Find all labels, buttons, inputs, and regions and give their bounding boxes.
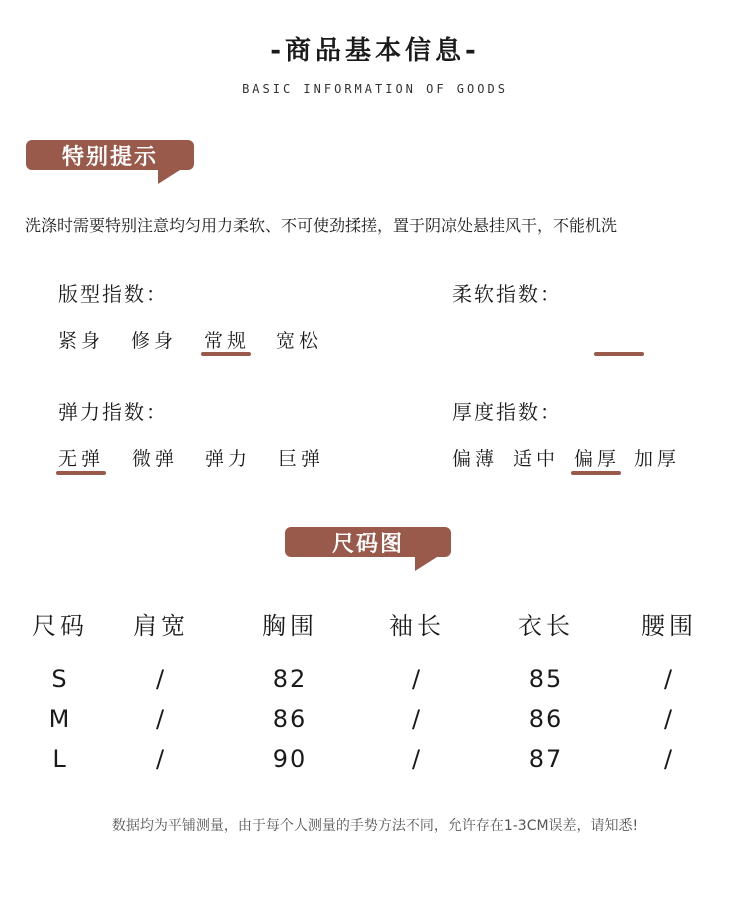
- thickness-index-label: 厚度指数：: [452, 400, 562, 424]
- sleeve-col-header: 袖长: [389, 612, 445, 640]
- table-cell: /: [155, 745, 167, 773]
- table-cell: /: [411, 705, 423, 733]
- table-cell: /: [155, 705, 167, 733]
- table-cell: 85: [528, 665, 564, 693]
- size-chart-banner-label: 尺码图: [285, 527, 451, 557]
- thickness-selected-underline: [571, 471, 621, 475]
- table-row: M: [48, 705, 72, 733]
- elasticity-option-slight: 微弹: [132, 448, 179, 470]
- table-row: L: [52, 745, 68, 773]
- table-cell: /: [663, 705, 675, 733]
- elasticity-option-elastic: 弹力: [205, 448, 252, 470]
- elasticity-option-high: 巨弹: [278, 448, 325, 470]
- size-chart-banner: [285, 527, 451, 557]
- elasticity-selected-underline: [56, 471, 106, 475]
- table-cell: 86: [272, 705, 308, 733]
- special-notice-banner-label: 特别提示: [26, 140, 194, 170]
- special-notice-banner: [26, 140, 194, 170]
- banner-tail: [415, 557, 437, 571]
- softness-index-label: 柔软指数：: [452, 282, 562, 306]
- table-cell: 86: [528, 705, 564, 733]
- page-title: -商品基本信息-: [270, 36, 480, 66]
- table-cell: /: [663, 745, 675, 773]
- waist-col-header: 腰围: [641, 612, 697, 640]
- fit-option-tight: 紧身: [58, 330, 105, 352]
- elasticity-option-none: 无弹: [58, 448, 105, 470]
- table-cell: 90: [272, 745, 308, 773]
- thickness-option-thick: 偏厚: [574, 448, 621, 470]
- softness-selected-underline: [594, 352, 644, 356]
- chest-col-header: 胸围: [262, 612, 318, 640]
- fit-index-label: 版型指数：: [58, 282, 168, 306]
- thickness-option-medium: 适中: [513, 448, 560, 470]
- length-col-header: 衣长: [518, 612, 574, 640]
- table-row: S: [51, 665, 69, 693]
- fit-option-regular: 常规: [204, 330, 251, 352]
- table-cell: /: [411, 665, 423, 693]
- page-subtitle: BASIC INFORMATION OF GOODS: [242, 82, 508, 96]
- fit-option-slim: 修身: [131, 330, 178, 352]
- thickness-option-extra-thick: 加厚: [634, 448, 681, 470]
- table-cell: /: [155, 665, 167, 693]
- table-cell: /: [663, 665, 675, 693]
- banner-tail: [158, 170, 180, 184]
- elasticity-index-label: 弹力指数：: [58, 400, 168, 424]
- care-instructions: 洗涤时需要特别注意均匀用力柔软、不可使劲揉搓，置于阴凉处悬挂风干，不能机洗: [25, 216, 618, 235]
- thickness-option-thin: 偏薄: [452, 448, 499, 470]
- table-cell: /: [411, 745, 423, 773]
- table-cell: 82: [272, 665, 308, 693]
- table-cell: 87: [528, 745, 564, 773]
- fit-selected-underline: [201, 352, 251, 356]
- shoulder-col-header: 肩宽: [133, 612, 189, 640]
- size-col-header: 尺码: [32, 612, 88, 640]
- fit-option-loose: 宽松: [276, 330, 323, 352]
- measurement-note: 数据均为平铺测量，由于每个人测量的手势方法不同，允许存在1-3CM误差，请知悉!: [111, 818, 639, 834]
